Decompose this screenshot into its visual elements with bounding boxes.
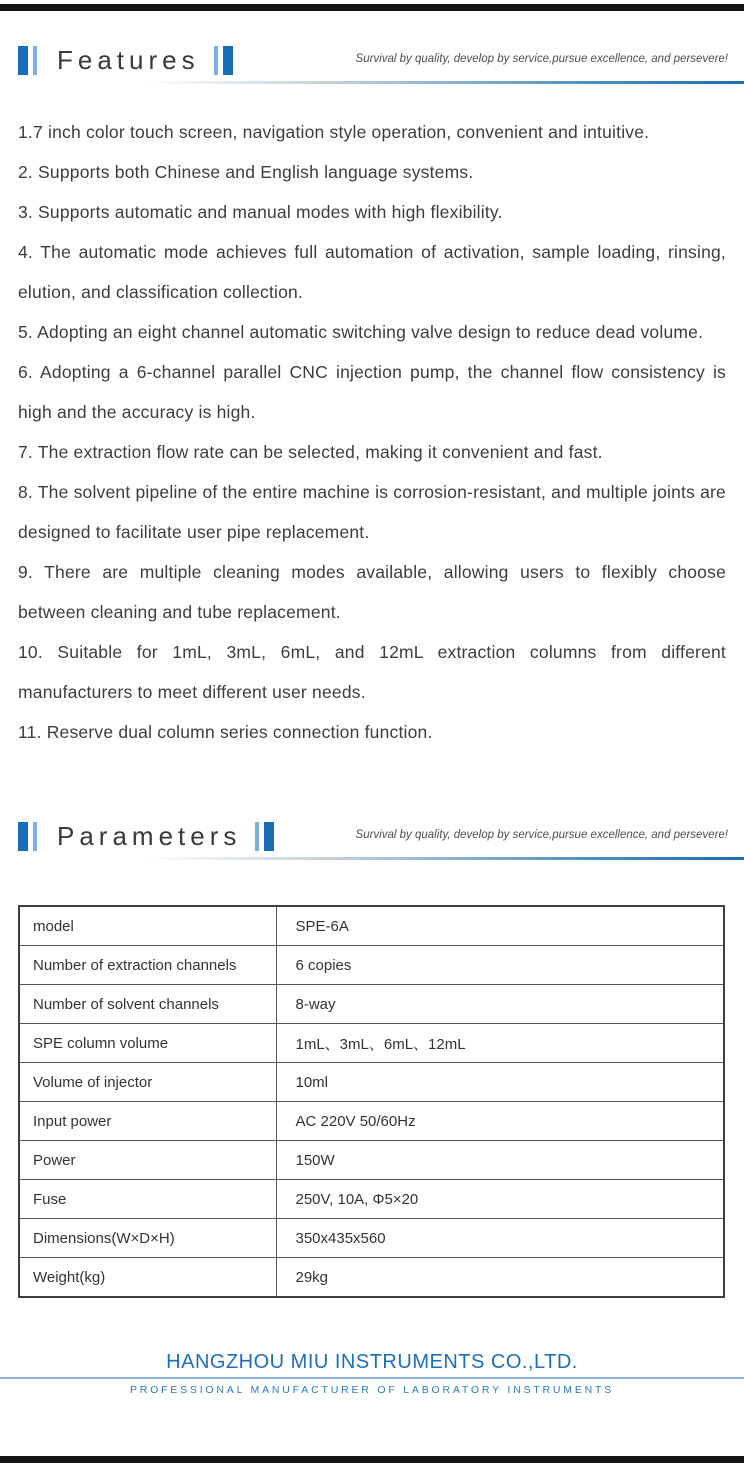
features-section-tagline: Survival by quality, develop by service,pursue excellence, and persevere! (355, 53, 728, 65)
param-value-cell: 350x435x560 (276, 1219, 724, 1258)
parameters-section-title: Parameters (57, 820, 242, 851)
features-list (18, 112, 726, 752)
parameters-section-header (0, 820, 744, 860)
parameters-table (18, 905, 725, 1298)
param-label-cell: Input power (19, 1102, 276, 1141)
param-label-cell: Number of extraction channels (19, 946, 276, 985)
param-label-cell: Fuse (19, 1180, 276, 1219)
param-value-cell: 29kg (276, 1258, 724, 1298)
accent-bar-thin-left (33, 822, 37, 851)
param-value-cell: 150W (276, 1141, 724, 1180)
table-row (19, 1258, 724, 1298)
footer-subtitle: PROFESSIONAL MANUFACTURER OF LABORATORY INSTRUMENTS (129, 1384, 615, 1396)
param-value-cell: 1mL、3mL、6mL、12mL (276, 1024, 724, 1063)
feature-item: 1.7 inch color touch screen, navigation style operation, convenient and intuitive. (18, 122, 650, 142)
table-row (19, 1063, 724, 1102)
feature-item: 10. Suitable for 1mL, 3mL, 6mL, and 12mL extraction columns from different manufacturers to meet different user needs. (18, 642, 726, 702)
param-value-cell: AC 220V 50/60Hz (276, 1102, 724, 1141)
feature-item: 5. Adopting an eight channel automatic switching valve design to reduce dead volume. (18, 322, 704, 342)
param-label-cell: Number of solvent channels (19, 985, 276, 1024)
table-row (19, 946, 724, 985)
features-section-header (0, 44, 744, 84)
accent-bar-thick-right (223, 46, 233, 75)
accent-bar-thick-left (18, 822, 28, 851)
parameters-gradient-rule (145, 857, 744, 860)
feature-item: 9. There are multiple cleaning modes available, allowing users to flexibly choose between cleaning and tube replacement. (18, 562, 726, 622)
feature-item: 2. Supports both Chinese and English language systems. (18, 162, 474, 182)
param-label-cell: model (19, 906, 276, 946)
param-value-cell: SPE-6A (276, 906, 724, 946)
table-row (19, 906, 724, 946)
param-value-cell: 6 copies (276, 946, 724, 985)
accent-bar-thin-right (214, 46, 218, 75)
accent-bar-thick-left (18, 46, 28, 75)
bottom-divider-bar (0, 1456, 744, 1463)
param-value-cell: 10ml (276, 1063, 724, 1102)
table-row (19, 985, 724, 1024)
accent-bar-thin-right (255, 822, 259, 851)
feature-item: 11. Reserve dual column series connection function. (18, 722, 433, 742)
feature-item: 7. The extraction flow rate can be selected, making it convenient and fast. (18, 442, 603, 462)
param-value-cell: 8-way (276, 985, 724, 1024)
parameters-section-tagline: Survival by quality, develop by service,pursue excellence, and persevere! (355, 829, 728, 841)
table-row (19, 1180, 724, 1219)
feature-item: 6. Adopting a 6-channel parallel CNC injection pump, the channel flow consistency is high and the accuracy is high. (18, 362, 726, 422)
accent-bar-thin-left (33, 46, 37, 75)
feature-item: 8. The solvent pipeline of the entire machine is corrosion-resistant, and multiple joints are designed to facilitate user pipe replacement. (18, 482, 726, 542)
feature-item: 4. The automatic mode achieves full automation of activation, sample loading, rinsing, elution, and classification collection. (18, 242, 726, 302)
param-label-cell: Dimensions(W×D×H) (19, 1219, 276, 1258)
footer-company-name: HANGZHOU MIU INSTRUMENTS CO.,LTD. (166, 1351, 578, 1373)
param-label-cell: Weight(kg) (19, 1258, 276, 1298)
table-row (19, 1141, 724, 1180)
top-divider-bar (0, 4, 744, 11)
feature-item: 3. Supports automatic and manual modes with high flexibility. (18, 202, 503, 222)
param-label-cell: Power (19, 1141, 276, 1180)
table-row (19, 1219, 724, 1258)
features-section-title: Features (57, 44, 200, 75)
param-label-cell: Volume of injector (19, 1063, 276, 1102)
accent-bar-thick-right (264, 822, 274, 851)
features-gradient-rule (145, 81, 744, 84)
param-value-cell: 250V, 10A, Φ5×20 (276, 1180, 724, 1219)
param-label-cell: SPE column volume (19, 1024, 276, 1063)
table-row (19, 1024, 724, 1063)
table-row (19, 1102, 724, 1141)
footer-divider-line (0, 1377, 744, 1379)
